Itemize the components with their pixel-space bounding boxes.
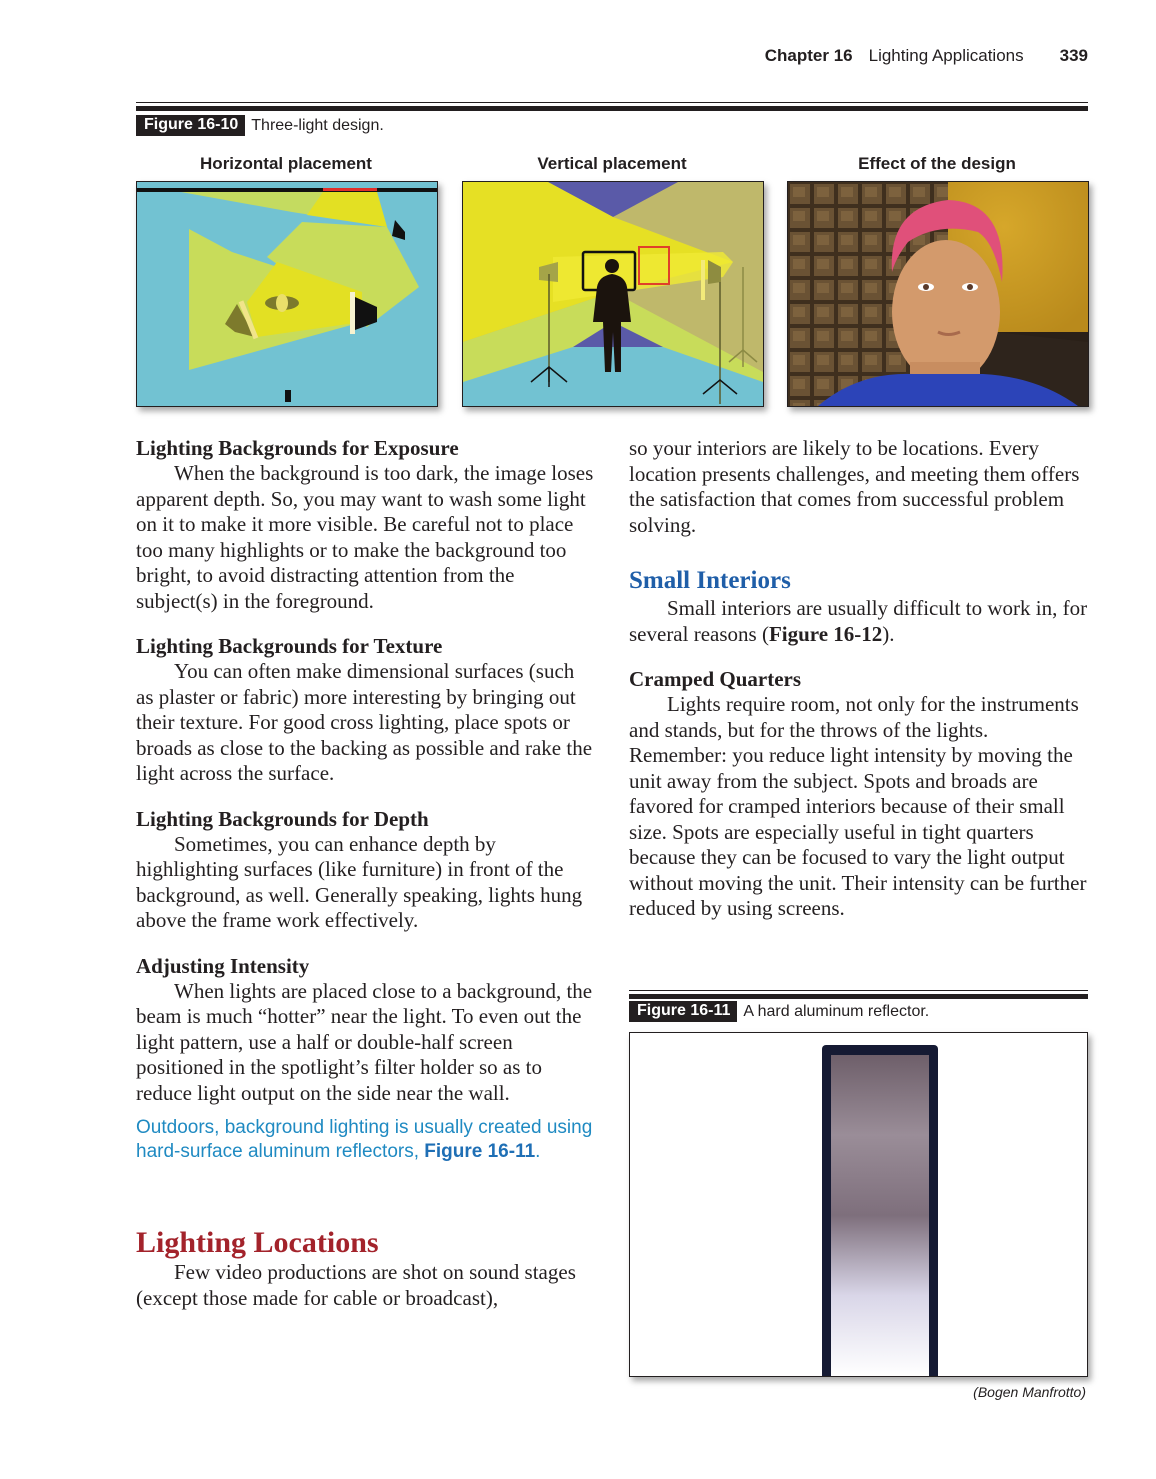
panel-heading-effect: Effect of the design (858, 154, 1016, 173)
effect-of-design-image (787, 181, 1089, 407)
section-heading: Lighting Backgrounds for Texture (136, 634, 443, 658)
section-heading-small-interiors: Small Interiors (629, 567, 791, 594)
figure-label: Figure 16-11 (629, 1001, 737, 1022)
horizontal-placement-diagram (136, 181, 438, 407)
section-body: Few video productions are shot on sound stages (except those made for cable or broadcast), (136, 1260, 576, 1310)
figure-rule (629, 990, 1088, 997)
chapter-title: Lighting Applications (868, 46, 1024, 65)
section-body: Sometimes, you can enhance depth by highlighting surfaces (like furniture) in front of the background, as well. Generally speaking, lights hung above the frame work effectively. (136, 831, 583, 932)
section-intensity (136, 954, 596, 1107)
figure-caption-text: Three-light design. (251, 116, 384, 134)
figure-caption-text: A hard aluminum reflector. (743, 1002, 930, 1020)
panel-heading-vertical: Vertical placement (537, 154, 687, 173)
section-body (629, 596, 1091, 647)
panel-heading-horizontal: Horizontal placement (200, 154, 372, 173)
section-heading: Lighting Backgrounds for Depth (136, 806, 429, 831)
section-texture (136, 634, 596, 787)
margin-note (136, 1116, 596, 1164)
figure-reference-link[interactable]: Figure 16-11 (424, 1141, 536, 1162)
note-text: Outdoors, background lighting is usually created using hard-surface aluminum reflectors, (136, 1117, 593, 1162)
page-number: 339 (1059, 46, 1088, 65)
chapter-number: Chapter 16 (764, 46, 853, 65)
section-heading: Adjusting Intensity (136, 953, 310, 978)
figure-label: Figure 16-10 (136, 115, 245, 136)
left-column (136, 436, 596, 1311)
note-end: . (535, 1141, 541, 1162)
continued-body: so your interiors are likely to be locations. Every location presents challenges, and meeting them offers the satisfaction that comes from successful problem solving. (629, 436, 1080, 537)
sub-heading-cramped-quarters: Cramped Quarters (629, 667, 802, 691)
photo-credit: (Bogen Manfrotto) (973, 1384, 1086, 1400)
section-exposure (136, 436, 596, 614)
vertical-placement-diagram (462, 181, 764, 407)
section-body: You can often make dimensional surfaces (such as plaster or fabric) more interesting by bringing out their texture. For good cross lighting, place spots or broads as close to the backing as possible and rake the light across the surface. (136, 659, 593, 785)
running-header (765, 46, 1088, 66)
sub-body: Lights require room, not only for the instruments and stands, but for the throws of the lights. Remember: you reduce light intensity by moving the unit away from the subject. Spots and broads are favored for cramped interiors because of their small size. Spots are especially useful in tight quarters because they can be focused to vary the light output without moving the unit. Their intensity can be further reduced by using screens. (629, 692, 1087, 920)
section-body: When lights are placed close to a background, the beam is much “hotter” near the light. To even out the light pattern, use a half or double-half screen positioned in the spotlight’s filter holder so as to reduce light output on the side near the wall. (136, 978, 593, 1105)
figure-16-11-caption (629, 1001, 929, 1022)
section-depth (136, 807, 596, 934)
section-heading: Lighting Backgrounds for Exposure (136, 436, 459, 460)
body-text: Small interiors are usually difficult to work in, for several reasons ( (629, 596, 1088, 646)
body-text: ). (882, 621, 895, 646)
figure-16-10-caption (136, 115, 384, 136)
figure-rule (136, 102, 1088, 109)
aluminum-reflector-image (629, 1032, 1088, 1377)
right-column (629, 436, 1091, 922)
figure-reference-link[interactable]: Figure 16-12 (768, 621, 883, 646)
major-heading: Lighting Locations (136, 1226, 379, 1259)
section-lighting-locations (136, 1226, 596, 1311)
section-body: When the background is too dark, the image loses apparent depth. So, you may want to wash some light on it to make it more visible. Be careful not to place too many highlights or to make the background too bright, to avoid distracting attention from the subject(s) in the foreground. (136, 461, 594, 613)
